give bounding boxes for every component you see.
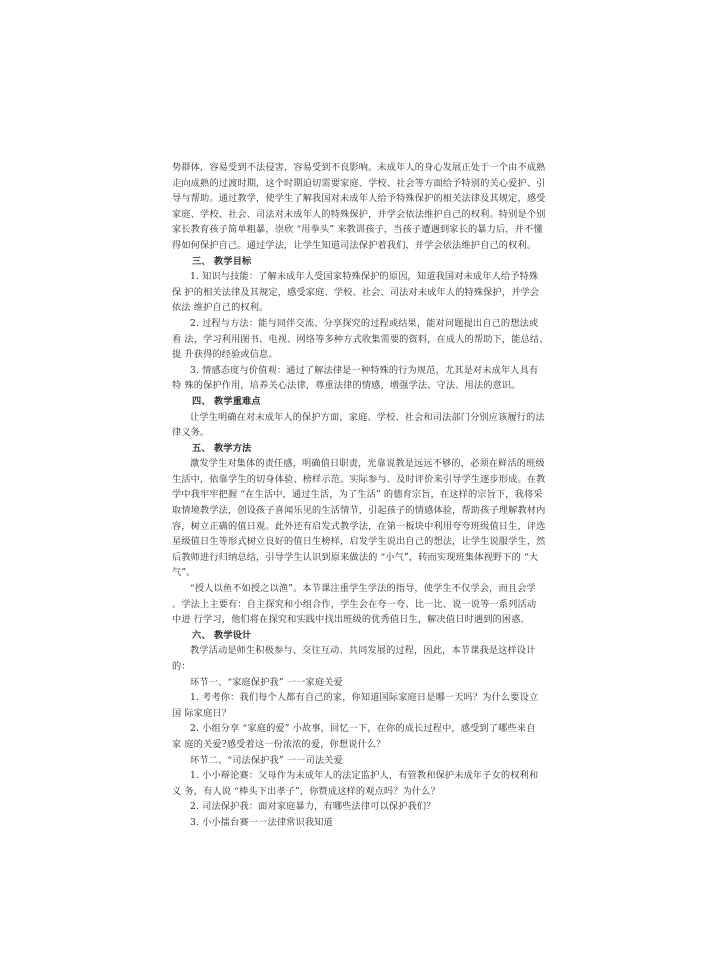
text-line: 义 务，有人说 “棒头下出孝子”，你赞成这样的观点吗？为什么？ (172, 785, 440, 797)
paragraph (172, 753, 552, 769)
text-line: 得如何保护自己。通过学法，让学生知道司法保护着我们，并学会依法维护自己的权利。 (172, 239, 537, 251)
text-line: 家 庭的关爱?感受着这一份浓浓的爱，你想说什么？ (172, 738, 386, 750)
paragraph (172, 410, 552, 441)
text-line: 提 升获得的经验或信息。 (172, 349, 278, 361)
text-line: 五、 教学方法 (192, 442, 252, 454)
section-heading (172, 254, 552, 270)
text-line: 家长教育孩子简单粗暴，崇欣 “用拳头” 来教训孩子，当孩子遭遇到家长的暴力后，并不懂 (172, 224, 543, 236)
text-line: 1. 知识与技能：了解未成年人受国家特殊保护的原因，知道我国对未成年人给予特殊 (190, 271, 539, 283)
text-line: 环节一、“家庭保护我” 一一家庭关爱 (190, 676, 343, 688)
section-heading (172, 628, 552, 644)
text-line: 三、 教学目标 (192, 255, 252, 267)
section-heading (172, 441, 552, 457)
document-body (172, 160, 552, 831)
text-line: 家庭、学校、社会、司法对未成年人的特殊保护，并学会依法维护自己的权利。特别是个别 (172, 208, 546, 220)
text-line: 气”。 (172, 567, 196, 579)
text-line: 律义务。 (172, 427, 210, 439)
text-line: 1. 小小辩论赛：父母作为未成年人的法定监护人，有管教和保护未成年子女的权利和 (190, 770, 539, 782)
text-line: 看 法，学习利用图书、电视、网络等多种方式收集需要的资料，在成人的帮助下，能总结、 (172, 333, 549, 345)
text-line: 2. 司法保护我：面对家庭暴力，有哪些法律可以保护我们？ (190, 801, 436, 813)
paragraph (172, 269, 552, 316)
text-line: 四、 教学重难点 (192, 395, 261, 407)
text-line: 特 殊的保护作用，培养关心法律，尊重法律的情感，增强学法、守法、用法的意识。 (172, 380, 521, 392)
text-line: 后教师进行归纳总结，引导学生认识到原来做法的 “小气”，转而实现班集体视野下的 “大 (172, 551, 539, 563)
text-line: 取情境教学法，创设孩子喜闻乐见的生活情节，引起孩子的情感体验，帮助孩子理解教材内 (172, 505, 546, 517)
paragraph (172, 675, 552, 691)
text-line: 导与帮助。通过教学，使学生了解我国对未成年人给予特殊保护的相关法律及其规定，感受 (172, 193, 546, 205)
text-line: 依法 维护自己的权利。 (172, 302, 269, 314)
text-line: 学中我牢牢把握 “在生活中，通过生活，为了生活” 的德育宗旨，在这样的宗旨下，我将采 (172, 489, 543, 501)
text-line: 1. 考考你：我们每个人都有自己的家，你知道国际家庭日是哪一天吗？为什么要设立 (190, 692, 539, 704)
text-line: 容，树立正确的值日观。此外还有启发式教学法，在第一板块中利用夸夸班级值日生，评选 (172, 520, 546, 532)
paragraph (172, 721, 552, 752)
text-line: 3. 小小擂台赛一一法律常识我知道 (190, 816, 333, 828)
text-line: 。学法上主要有：自主探究和小组合作，学生会在夸一夸、比一比、说一说等一系列活动 (172, 598, 537, 610)
paragraph (172, 160, 552, 254)
paragraph (172, 456, 552, 581)
paragraph (172, 581, 552, 628)
paragraph (172, 363, 552, 394)
text-line: 国 际家庭日？ (172, 707, 232, 719)
text-line: 教学活动是师生积极参与、交往互动、共同发展的过程，因此，本节课我是这样设计 (190, 645, 536, 657)
paragraph (172, 643, 552, 674)
paragraph (172, 815, 552, 831)
text-line: 星级值日生等形式树立良好的值日生榜样，启发学生说出自己的想法，让学生说服学生，然 (172, 536, 546, 548)
text-line: 走向成熟的过渡时期，这个时期迫切需要家庭、学校、社会等方面给予特别的关心爱护、引 (172, 177, 546, 189)
text-line: 3. 情感态度与价值观：通过了解法律是一种特殊的行为规范，尤其是对未成年人具有 (190, 364, 539, 376)
text-line: “授人以鱼不如授之以渔”。本节课注重学生学法的指导，使学生不仅学会，而且会学 (190, 583, 536, 595)
text-line: 势群体，容易受到不法侵害，容易受到不良影响。未成年人的身心发展正处于一个由不成熟 (172, 162, 546, 173)
text-line: 生活中，依靠学生的切身体验、榜样示范、实际参与、及时评价来引导学生逐步形成。在教 (172, 473, 546, 485)
paragraph (172, 690, 552, 721)
section-heading (172, 394, 552, 410)
text-line: 六、 教学设计 (192, 629, 252, 641)
text-line: 保 护的相关法律及其规定，感受家庭、学校、社会、司法对未成年人的特殊保护，并学会 (172, 286, 540, 298)
text-line: 环节二、“司法保护我” 一一司法关爱 (190, 754, 343, 766)
text-line: 让学生明确在对未成年人的保护方面，家庭、学校、社会和司法部门分别应该履行的法 (190, 411, 545, 423)
text-line: 中进 行学习，他们将在探究和实践中找出班级的优秀值日生，解决值日时遇到的困惑。 (172, 614, 530, 626)
text-line: 2. 小组分享 “家庭的爱” 小故事，回忆一下，在你的成长过程中，感受到了哪些来自 (190, 723, 536, 735)
text-line: 激发学生对集体的责任感，明确值日职责，光靠说教是远远不够的，必须在鲜活的班级 (190, 458, 545, 470)
text-line: 2. 过程与方法：能与同伴交流、分享探究的过程或结果，能对问题提出自己的想法或 (190, 317, 539, 329)
text-line: 的： (172, 661, 191, 672)
paragraph (172, 768, 552, 799)
paragraph (172, 316, 552, 363)
paragraph (172, 799, 552, 815)
